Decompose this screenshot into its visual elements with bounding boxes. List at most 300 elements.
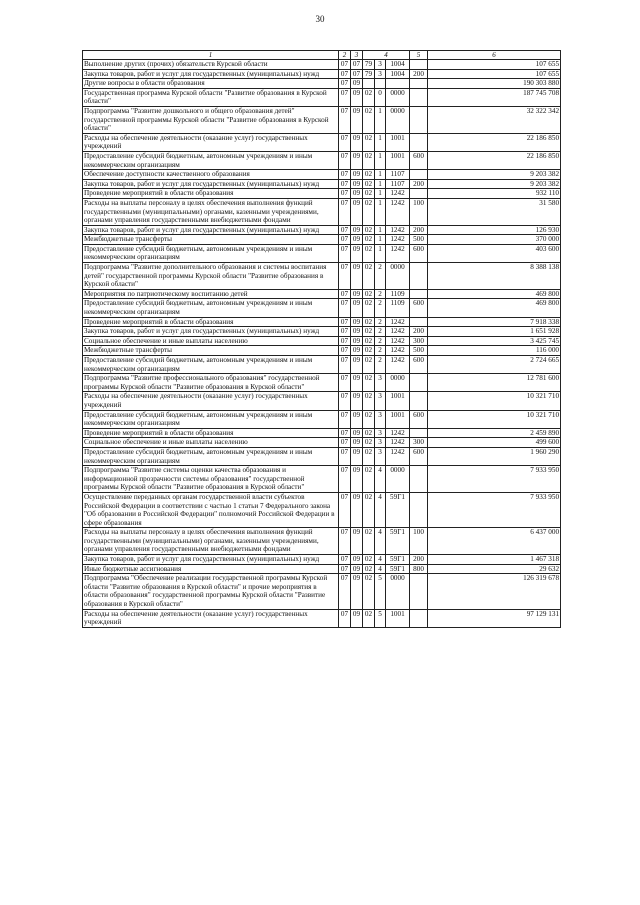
row-name: Расходы на обеспечение деятельности (оказание услуг) государственных учреждений (83, 392, 339, 410)
row-program-code: 02 (363, 151, 375, 169)
table-row (83, 189, 561, 199)
row-subsection-code: 09 (351, 609, 363, 627)
row-direction-code: 1109 (386, 289, 410, 299)
row-subsection-code: 07 (351, 60, 363, 70)
row-subprogram-code: 4 (375, 466, 386, 493)
row-section-code: 07 (339, 189, 351, 199)
row-subsection-code: 09 (351, 356, 363, 374)
row-section-code: 07 (339, 289, 351, 299)
row-direction-code: 1242 (386, 356, 410, 374)
row-subprogram-code: 0 (375, 88, 386, 106)
row-subsection-code: 09 (351, 179, 363, 189)
row-section-code: 07 (339, 170, 351, 180)
row-program-code: 02 (363, 170, 375, 180)
table-row (83, 179, 561, 189)
table-row (83, 327, 561, 337)
row-name: Социальное обеспечение и иные выплаты населению (83, 438, 339, 448)
row-expense-type-code: 200 (410, 179, 428, 189)
table-row (83, 336, 561, 346)
row-direction-code: 59Г1 (386, 555, 410, 565)
row-subsection-code: 09 (351, 428, 363, 438)
row-expense-type-code (410, 263, 428, 290)
row-section-code: 07 (339, 466, 351, 493)
row-direction-code: 1242 (386, 244, 410, 262)
row-section-code: 07 (339, 225, 351, 235)
row-subsection-code: 09 (351, 555, 363, 565)
row-subsection-code: 09 (351, 198, 363, 225)
row-expense-type-code: 300 (410, 438, 428, 448)
table-row (83, 289, 561, 299)
row-section-code: 07 (339, 244, 351, 262)
row-name: Предоставление субсидий бюджетным, автономным учреждениям и иным некоммерческим организациям (83, 151, 339, 169)
row-expense-type-code: 200 (410, 327, 428, 337)
table-row (83, 564, 561, 574)
row-section-code: 07 (339, 392, 351, 410)
row-section-code: 07 (339, 79, 351, 89)
row-section-code: 07 (339, 428, 351, 438)
table-row (83, 346, 561, 356)
row-name: Расходы на обеспечение деятельности (оказание услуг) государственных учреждений (83, 609, 339, 627)
column-header-name: 1 (83, 51, 339, 60)
row-direction-code: 1242 (386, 447, 410, 465)
row-direction-code: 59Г1 (386, 528, 410, 555)
row-subprogram-code: 2 (375, 336, 386, 346)
row-section-code: 07 (339, 317, 351, 327)
row-direction-code: 0000 (386, 574, 410, 609)
row-name: Иные бюджетные ассигнования (83, 564, 339, 574)
row-name: Подпрограмма "Развитие дополнительного образования и системы воспитания детей" государственной программы Курской области "Развитие образования в Курской области" (83, 263, 339, 290)
row-subsection-code: 09 (351, 170, 363, 180)
row-direction-code: 1242 (386, 336, 410, 346)
row-subprogram-code: 2 (375, 289, 386, 299)
row-amount: 12 781 600 (428, 374, 561, 392)
row-direction-code: 1242 (386, 438, 410, 448)
row-program-code: 02 (363, 317, 375, 327)
row-program-code: 02 (363, 133, 375, 151)
column-header-expense-type: 5 (410, 51, 428, 60)
row-program-code: 02 (363, 88, 375, 106)
row-expense-type-code: 800 (410, 564, 428, 574)
row-subprogram-code: 2 (375, 299, 386, 317)
row-program-code: 02 (363, 374, 375, 392)
row-subsection-code: 09 (351, 235, 363, 245)
row-direction-code: 1107 (386, 179, 410, 189)
row-section-code: 07 (339, 492, 351, 527)
row-amount: 932 110 (428, 189, 561, 199)
row-expense-type-code (410, 189, 428, 199)
row-program-code: 79 (363, 69, 375, 79)
row-subprogram-code: 4 (375, 555, 386, 565)
table-row (83, 374, 561, 392)
row-subsection-code: 09 (351, 151, 363, 169)
row-subprogram-code: 2 (375, 327, 386, 337)
row-section-code: 07 (339, 609, 351, 627)
row-subprogram-code: 1 (375, 106, 386, 133)
row-subsection-code: 09 (351, 106, 363, 133)
row-name: Проведение мероприятий в области образования (83, 428, 339, 438)
row-name: Межбюджетные трансферты (83, 235, 339, 245)
row-name: Подпрограмма "Развитие системы оценки качества образования и информационной прозрачности системы образования" государственной программы Курской области "Развитие образования в Курской области" (83, 466, 339, 493)
row-subprogram-code: 1 (375, 225, 386, 235)
row-subprogram-code: 1 (375, 244, 386, 262)
row-subprogram-code: 3 (375, 438, 386, 448)
row-subprogram-code: 4 (375, 492, 386, 527)
row-subsection-code: 09 (351, 410, 363, 428)
row-program-code: 02 (363, 336, 375, 346)
row-subprogram-code: 1 (375, 198, 386, 225)
row-subprogram-code: 1 (375, 179, 386, 189)
row-program-code: 02 (363, 327, 375, 337)
row-name: Осуществление переданных органам государственной власти субъектов Российской Федерации в соответствии с частью 1 статьи 7 Федерального закона "Об образовании в Российской Федерации" полномочий Российской Федерации в сфере образования (83, 492, 339, 527)
row-subsection-code: 09 (351, 225, 363, 235)
row-amount: 1 467 318 (428, 555, 561, 565)
row-amount: 1 960 290 (428, 447, 561, 465)
table-row (83, 133, 561, 151)
row-amount: 403 600 (428, 244, 561, 262)
row-subsection-code: 09 (351, 564, 363, 574)
row-amount: 469 800 (428, 299, 561, 317)
row-program-code (363, 79, 375, 89)
row-program-code: 02 (363, 466, 375, 493)
row-name: Мероприятия по патриотическому воспитанию детей (83, 289, 339, 299)
table-row (83, 447, 561, 465)
row-subsection-code: 09 (351, 447, 363, 465)
row-section-code: 07 (339, 151, 351, 169)
row-subprogram-code: 3 (375, 374, 386, 392)
row-name: Государственная программа Курской области "Развитие образования в Курской области" (83, 88, 339, 106)
row-direction-code: 1242 (386, 346, 410, 356)
row-expense-type-code (410, 392, 428, 410)
row-direction-code: 0000 (386, 263, 410, 290)
row-section-code: 07 (339, 447, 351, 465)
row-expense-type-code: 600 (410, 447, 428, 465)
row-expense-type-code: 600 (410, 244, 428, 262)
row-name: Предоставление субсидий бюджетным, автономным учреждениям и иным некоммерческим организациям (83, 356, 339, 374)
row-section-code: 07 (339, 299, 351, 317)
row-section-code: 07 (339, 263, 351, 290)
table-row (83, 555, 561, 565)
row-expense-type-code: 200 (410, 69, 428, 79)
table-row (83, 106, 561, 133)
row-section-code: 07 (339, 198, 351, 225)
row-name: Проведение мероприятий в области образования (83, 317, 339, 327)
row-subprogram-code: 1 (375, 170, 386, 180)
row-name: Расходы на выплаты персоналу в целях обеспечения выполнения функций государственными (муниципальными) органами, казенными учреждениями, органами управления государственными внебюджетными фондами (83, 528, 339, 555)
row-subsection-code: 09 (351, 327, 363, 337)
row-subprogram-code: 3 (375, 392, 386, 410)
table-row (83, 317, 561, 327)
row-subsection-code: 09 (351, 438, 363, 448)
row-program-code: 02 (363, 438, 375, 448)
row-subsection-code: 09 (351, 374, 363, 392)
table-row (83, 151, 561, 169)
row-section-code: 07 (339, 574, 351, 609)
row-amount: 116 000 (428, 346, 561, 356)
row-subprogram-code (375, 79, 386, 89)
row-section-code: 07 (339, 374, 351, 392)
row-amount: 499 600 (428, 438, 561, 448)
table-row (83, 410, 561, 428)
row-name: Выполнение других (прочих) обязательств Курской области (83, 60, 339, 70)
table-row (83, 60, 561, 70)
row-amount: 22 186 850 (428, 133, 561, 151)
row-section-code: 07 (339, 528, 351, 555)
row-amount: 7 933 950 (428, 466, 561, 493)
row-subprogram-code: 2 (375, 317, 386, 327)
row-amount: 2 459 890 (428, 428, 561, 438)
table-row (83, 170, 561, 180)
row-program-code: 02 (363, 428, 375, 438)
row-expense-type-code: 500 (410, 235, 428, 245)
row-amount: 190 303 880 (428, 79, 561, 89)
row-expense-type-code (410, 79, 428, 89)
row-amount: 32 322 342 (428, 106, 561, 133)
row-program-code: 02 (363, 299, 375, 317)
row-name: Межбюджетные трансферты (83, 346, 339, 356)
row-subprogram-code: 2 (375, 346, 386, 356)
row-direction-code: 1242 (386, 327, 410, 337)
table-row (83, 428, 561, 438)
row-section-code: 07 (339, 438, 351, 448)
row-expense-type-code: 600 (410, 410, 428, 428)
row-program-code: 02 (363, 179, 375, 189)
row-subprogram-code: 3 (375, 428, 386, 438)
row-subprogram-code: 1 (375, 189, 386, 199)
row-direction-code: 1107 (386, 170, 410, 180)
table-row (83, 244, 561, 262)
row-subprogram-code: 3 (375, 410, 386, 428)
row-program-code: 02 (363, 225, 375, 235)
row-program-code: 02 (363, 492, 375, 527)
row-subprogram-code: 1 (375, 235, 386, 245)
row-name: Проведение мероприятий в области образования (83, 189, 339, 199)
row-program-code: 02 (363, 410, 375, 428)
row-amount: 1 651 928 (428, 327, 561, 337)
row-section-code: 07 (339, 564, 351, 574)
table-row (83, 235, 561, 245)
table-row (83, 492, 561, 527)
row-amount: 9 203 382 (428, 179, 561, 189)
row-amount: 2 724 665 (428, 356, 561, 374)
row-section-code: 07 (339, 356, 351, 374)
row-name: Подпрограмма "Обеспечение реализации государственной программы Курской области "Развитие образования в Курской области" и прочие мероприятия в области образования" государственной программы Курской области "Развитие образования в Курской области" (83, 574, 339, 609)
row-name: Расходы на выплаты персоналу в целях обеспечения выполнения функций государственными (муниципальными) органами, казенными учреждениями, органами управления государственными внебюджетными фондами (83, 198, 339, 225)
column-header-section: 2 (339, 51, 351, 60)
row-expense-type-code (410, 133, 428, 151)
row-expense-type-code (410, 466, 428, 493)
row-subsection-code: 09 (351, 346, 363, 356)
row-name: Другие вопросы в области образования (83, 79, 339, 89)
row-direction-code: 1004 (386, 60, 410, 70)
row-direction-code: 0000 (386, 88, 410, 106)
row-direction-code: 1001 (386, 133, 410, 151)
row-expense-type-code (410, 317, 428, 327)
row-section-code: 07 (339, 410, 351, 428)
table-row (83, 263, 561, 290)
row-section-code: 07 (339, 106, 351, 133)
row-expense-type-code (410, 492, 428, 527)
row-amount: 7 933 950 (428, 492, 561, 527)
row-program-code: 02 (363, 564, 375, 574)
row-section-code: 07 (339, 69, 351, 79)
row-name: Закупка товаров, работ и услуг для государственных (муниципальных) нужд (83, 225, 339, 235)
row-name: Подпрограмма "Развитие профессионального образования" государственной программы Курской области "Развитие образования в Курской области" (83, 374, 339, 392)
row-section-code: 07 (339, 346, 351, 356)
row-subsection-code: 07 (351, 69, 363, 79)
row-expense-type-code: 500 (410, 346, 428, 356)
row-program-code: 02 (363, 392, 375, 410)
row-section-code: 07 (339, 555, 351, 565)
row-program-code: 02 (363, 198, 375, 225)
table-row (83, 79, 561, 89)
row-section-code: 07 (339, 336, 351, 346)
row-subprogram-code: 1 (375, 133, 386, 151)
row-amount: 7 918 338 (428, 317, 561, 327)
row-amount: 22 186 850 (428, 151, 561, 169)
row-subprogram-code: 3 (375, 447, 386, 465)
header-row (83, 51, 561, 60)
row-program-code: 02 (363, 356, 375, 374)
row-section-code: 07 (339, 327, 351, 337)
row-amount: 107 655 (428, 60, 561, 70)
row-expense-type-code (410, 60, 428, 70)
row-subprogram-code: 3 (375, 60, 386, 70)
row-direction-code: 0000 (386, 106, 410, 133)
table-row (83, 225, 561, 235)
table-row (83, 392, 561, 410)
row-subsection-code: 09 (351, 289, 363, 299)
row-program-code: 02 (363, 528, 375, 555)
row-expense-type-code (410, 374, 428, 392)
row-amount: 370 000 (428, 235, 561, 245)
row-expense-type-code: 200 (410, 555, 428, 565)
row-expense-type-code: 100 (410, 528, 428, 555)
row-direction-code (386, 79, 410, 89)
table-row (83, 609, 561, 627)
row-section-code: 07 (339, 235, 351, 245)
row-subsection-code: 09 (351, 466, 363, 493)
row-subsection-code: 09 (351, 299, 363, 317)
row-expense-type-code: 600 (410, 299, 428, 317)
row-subprogram-code: 5 (375, 574, 386, 609)
row-program-code: 02 (363, 346, 375, 356)
row-direction-code: 1242 (386, 428, 410, 438)
row-amount: 10 321 710 (428, 392, 561, 410)
row-direction-code: 0000 (386, 374, 410, 392)
column-header-amount: 6 (428, 51, 561, 60)
row-program-code: 02 (363, 289, 375, 299)
row-expense-type-code: 200 (410, 225, 428, 235)
row-section-code: 07 (339, 133, 351, 151)
row-program-code: 02 (363, 263, 375, 290)
row-subprogram-code: 4 (375, 528, 386, 555)
row-direction-code: 1242 (386, 225, 410, 235)
row-expense-type-code (410, 88, 428, 106)
table-row (83, 574, 561, 609)
row-subsection-code: 09 (351, 189, 363, 199)
row-expense-type-code (410, 428, 428, 438)
row-direction-code: 59Г1 (386, 492, 410, 527)
row-direction-code: 1242 (386, 317, 410, 327)
row-direction-code: 1001 (386, 392, 410, 410)
row-name: Закупка товаров, работ и услуг для государственных (муниципальных) нужд (83, 555, 339, 565)
row-direction-code: 1004 (386, 69, 410, 79)
row-amount: 469 800 (428, 289, 561, 299)
row-direction-code: 1242 (386, 198, 410, 225)
row-program-code: 02 (363, 574, 375, 609)
row-amount: 97 129 131 (428, 609, 561, 627)
row-subsection-code: 09 (351, 336, 363, 346)
row-amount: 31 580 (428, 198, 561, 225)
row-amount: 9 203 382 (428, 170, 561, 180)
row-amount: 6 437 000 (428, 528, 561, 555)
row-name: Закупка товаров, работ и услуг для государственных (муниципальных) нужд (83, 327, 339, 337)
row-amount: 107 655 (428, 69, 561, 79)
row-expense-type-code (410, 609, 428, 627)
column-header-target-article: 4 (363, 51, 410, 60)
row-expense-type-code: 600 (410, 356, 428, 374)
row-expense-type-code (410, 289, 428, 299)
row-expense-type-code (410, 170, 428, 180)
row-subprogram-code: 1 (375, 151, 386, 169)
row-direction-code: 0000 (386, 466, 410, 493)
table-row (83, 198, 561, 225)
row-program-code: 02 (363, 106, 375, 133)
row-amount: 126 930 (428, 225, 561, 235)
row-name: Социальное обеспечение и иные выплаты населению (83, 336, 339, 346)
row-subprogram-code: 5 (375, 609, 386, 627)
row-subprogram-code: 2 (375, 356, 386, 374)
table-row (83, 528, 561, 555)
row-name: Предоставление субсидий бюджетным, автономным учреждениям и иным некоммерческим организациям (83, 299, 339, 317)
row-program-code: 02 (363, 609, 375, 627)
row-name: Закупка товаров, работ и услуг для государственных (муниципальных) нужд (83, 69, 339, 79)
row-expense-type-code: 100 (410, 198, 428, 225)
row-amount: 126 319 678 (428, 574, 561, 609)
table-row (83, 299, 561, 317)
row-subsection-code: 09 (351, 244, 363, 262)
row-program-code: 02 (363, 189, 375, 199)
row-name: Обеспечение доступности качественного образования (83, 170, 339, 180)
row-subsection-code: 09 (351, 392, 363, 410)
row-name: Подпрограмма "Развитие дошкольного и общего образования детей" государственной программы Курской области "Развитие образования в Курской области" (83, 106, 339, 133)
table-row (83, 69, 561, 79)
row-program-code: 02 (363, 447, 375, 465)
table-row (83, 438, 561, 448)
row-expense-type-code (410, 106, 428, 133)
row-direction-code: 1242 (386, 189, 410, 199)
table-row (83, 466, 561, 493)
row-amount: 8 388 138 (428, 263, 561, 290)
row-name: Предоставление субсидий бюджетным, автономным учреждениям и иным некоммерческим организациям (83, 410, 339, 428)
row-section-code: 07 (339, 179, 351, 189)
row-amount: 187 745 708 (428, 88, 561, 106)
page-number: 30 (315, 14, 325, 24)
row-subprogram-code: 2 (375, 263, 386, 290)
row-direction-code: 1242 (386, 235, 410, 245)
row-subsection-code: 09 (351, 263, 363, 290)
row-direction-code: 1109 (386, 299, 410, 317)
row-direction-code: 1001 (386, 609, 410, 627)
row-direction-code: 1001 (386, 151, 410, 169)
row-amount: 3 425 745 (428, 336, 561, 346)
row-subsection-code: 09 (351, 79, 363, 89)
row-amount: 10 321 710 (428, 410, 561, 428)
row-direction-code: 1001 (386, 410, 410, 428)
row-amount: 29 632 (428, 564, 561, 574)
row-program-code: 02 (363, 235, 375, 245)
row-subprogram-code: 4 (375, 564, 386, 574)
